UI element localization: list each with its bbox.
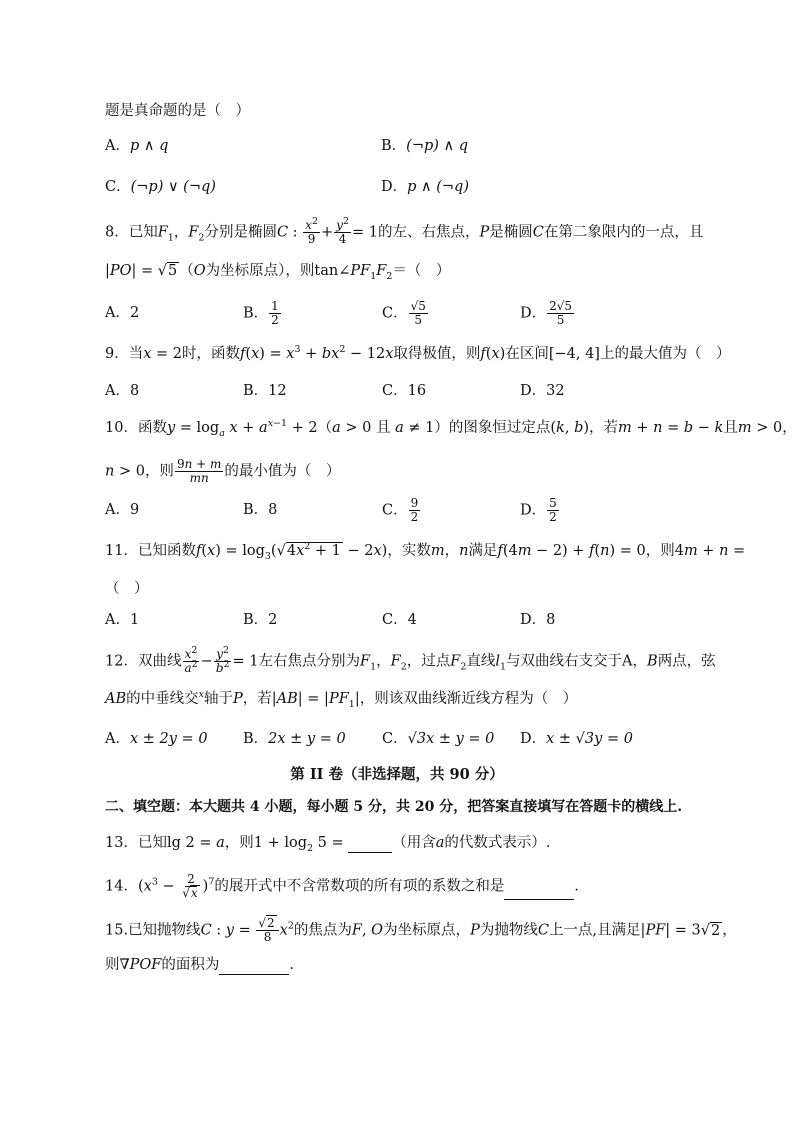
choice-expr: p ∧ q [129, 138, 169, 154]
q12-stem-line2: AB的中垂线交$^x$轴于P，若$|AB| = |PF_1|$，则该双曲线渐近线方程为（ ） [105, 689, 578, 710]
q8-stem-line2: |PO| = √5 （O为坐标原点），则$\tan\angle PF_1F_2=$（ ） [105, 263, 451, 282]
q9-stem: 9．当x = 2时，函数$f(x) = x^3 + bx^2 - 12x$取得极值，则f(x)在区间[−4, 4]上的最大值为（ ） [105, 344, 731, 362]
q8-stem-line1: 8．已知$F_1$，$F_2$分别是椭圆C : $\frac{x^2}{9}$ + $\frac{y^2}{4}$ = 1的左、右焦点，P是椭圆C在第二象限内的一点，且 [105, 216, 704, 246]
answer-blank [504, 885, 574, 900]
answer-blank [348, 838, 392, 853]
q10-choice-a: A．9 [105, 502, 140, 518]
q10-choice-d: D． $\frac{5}{2}$ [520, 496, 557, 524]
q15-stem-line2: 则∇POF的面积为 . [105, 957, 294, 973]
q11-stem-line1: 11．已知函数$f(x) = \log_3(√4x^2 + 1 - 2x)$，实数m，n满足f(4m − 2) + f(n) = 0，则4m + n = [105, 541, 746, 562]
q10-stem-line2: n > 0，则 $\frac{9n + m}{mn}$ 的最小值为（ ） [105, 457, 341, 485]
q8-choice-d: D． $\frac{2√5}{5}$ [520, 299, 573, 327]
q13-stem: 13．已知lg 2 = a，则$1 + \log_2 5$ = （用含a的代数式表示）. [105, 835, 551, 854]
q8-choice-a: A．2 [105, 305, 140, 321]
choice-expr: (¬p) ∧ q [406, 138, 469, 154]
q15-stem-line1: 15.已知抛物线C : y = $\frac{√2}{8}$ $x^2$的焦点为F, O为坐标原点，P为抛物线C上一点,且满足|PF| = 3√2 ， [105, 916, 737, 944]
choice-label: D． [381, 179, 408, 195]
q10-stem-line1: 10．函数$y = \log_a x + a^{x-1} + 2(a > 0$ 且 a ≠ 1）的图象恒过定点(k, b)，若m + n = b − k且m > 0， [105, 418, 797, 439]
q12-choice-c: C．√3x ± y = 0 [382, 731, 495, 747]
q9-choice-a: A．8 [105, 383, 140, 399]
q7-choice-c [105, 177, 216, 197]
q11-choice-c: C．4 [382, 612, 417, 628]
q11-choice-d: D．8 [520, 612, 556, 628]
q12-choice-a: A．x ± 2y = 0 [105, 731, 208, 747]
q11-stem-line2: （ ） [105, 581, 149, 597]
q11-choice-a: A．1 [105, 612, 140, 628]
q9-choice-b: B．12 [243, 383, 287, 399]
q10-choice-c: C． $\frac{9}{2}$ [382, 496, 419, 524]
q14-stem: 14．($x^3$ − $\frac{2}{√x}$ )$^7$的展开式中不含常数项的所有项的系数之和是 ． [105, 872, 589, 900]
q7-choice-a [105, 136, 168, 156]
choice-expr: p ∧ (¬q) [407, 179, 469, 195]
q7-choice-b [381, 136, 468, 156]
q8-choice-c: C． $\frac{√5}{5}$ [382, 299, 426, 327]
q11-choice-b: B．2 [243, 612, 278, 628]
q10-choice-b: B．8 [243, 502, 278, 518]
q8-choice-b: B． $\frac{1}{2}$ [243, 299, 279, 327]
q12-choice-b: B．2x ± y = 0 [243, 731, 346, 747]
q12-choice-d: D．x ± √3y = 0 [520, 731, 633, 747]
q12-stem-line1: 12．双曲线 $\frac{x^2}{a^2}$ − $\frac{y^2}{b^2}$ = 1左右焦点分别为$F_1$，$F_2$，过点$F_2$直线$l_1$与双曲线右支交于A，B两点，弦 [105, 645, 716, 675]
answer-blank [219, 960, 289, 975]
q9-choice-d: D．32 [520, 383, 565, 399]
choice-expr: (¬p) ∨ (¬q) [130, 179, 216, 195]
q7-choice-d [381, 177, 469, 197]
choice-label: C． [105, 179, 131, 195]
q9-choice-c: C．16 [382, 383, 427, 399]
section-instructions: 二、填空题：本大题共 4 小题，每小题 5 分，共 20 分，把答案直接填写在答题卡的横线上. [105, 799, 683, 815]
choice-label: B． [381, 138, 407, 154]
section-title: 第 II 卷（非选择题，共 90 分） [290, 766, 504, 783]
q7-tail-line: 题是真命题的是（ ） [105, 103, 250, 119]
choice-label: A． [105, 138, 130, 154]
